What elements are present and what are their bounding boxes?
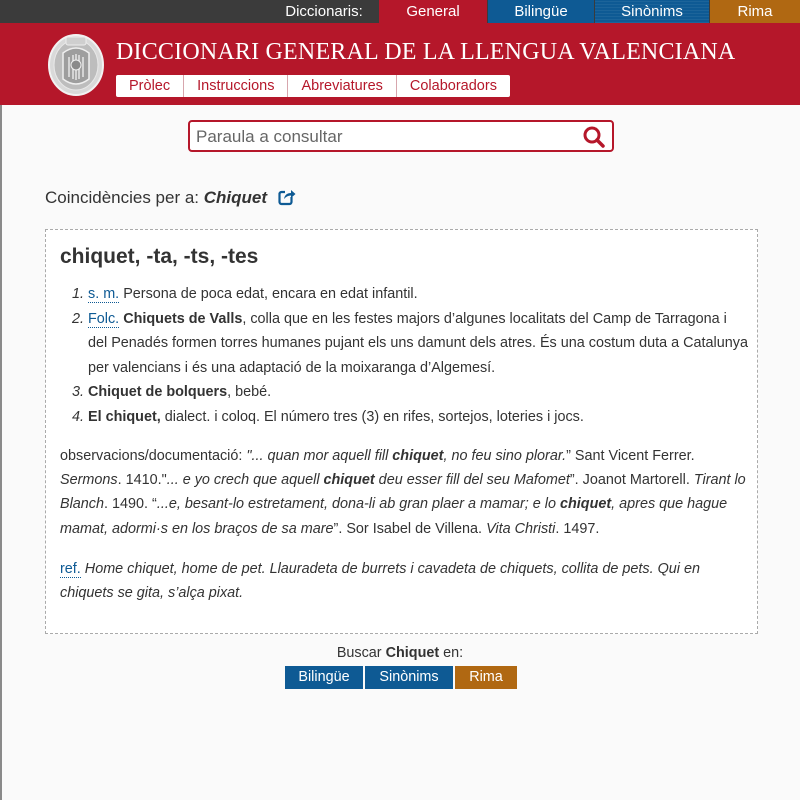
search-in-buttons [285,666,517,689]
abbreviation-link[interactable]: s. m. [88,286,120,302]
quote-text: , no feu sino plorar. [443,448,567,464]
work-title: Vita Christi [486,520,556,537]
quote-author: ”. Joanot Martorell. [569,472,694,489]
site-title[interactable]: DICCIONARI GENERAL DE LA LLENGUA VALENCIANA [116,39,736,65]
definition-item [60,405,750,430]
search-in-term: Chiquet [385,645,440,661]
definition-term: Chiquets de Valls [123,310,243,327]
dictionary-entry [45,229,758,634]
search-in-suffix: en: [443,645,464,661]
definition-number: 2. [71,310,84,327]
observations [60,444,750,541]
quote-year: . 1410." [117,472,167,489]
ref-text: Home chiquet, home de pet. Llauradeta de burrets i cavadeta de chiquets, collita de pets. Qui en chiquets se gita, s’alça pixat. [60,561,700,602]
definition-number: 4. [71,408,84,425]
nav-colaboradors[interactable]: Colaboradors [409,78,497,94]
search-icon[interactable] [582,125,606,149]
academy-emblem-icon[interactable] [47,31,105,97]
tab-sinonims[interactable]: Sinònims [595,0,709,23]
quote-year: . 1490. “ [104,496,157,513]
search-bilingue-button[interactable]: Bilingüe [285,666,363,689]
nav-abreviatures[interactable]: Abreviatures [288,75,396,97]
tab-rima[interactable]: Rima [710,0,800,23]
quote-1 [246,448,566,464]
search-rima-button[interactable]: Rima [455,666,517,689]
dictionary-label: Diccionaris: [285,3,363,20]
tab-general[interactable]: General [379,0,487,23]
quote-text: "... quan mor aquell fill [246,448,393,464]
search-input[interactable] [196,126,576,148]
quote-text: ...e, besant-lo estretament, dona-li ab gran plaer a mamar; e lo [156,496,560,513]
definition-number: 3. [71,384,84,400]
left-border [0,0,2,800]
results-term: Chiquet [203,188,268,207]
quote-2 [167,472,570,488]
quote-highlight: chiquet [392,448,444,464]
nav-prolec[interactable]: Pròlec [116,75,184,97]
dictionary-bar [0,0,800,23]
quote-highlight: chiquet [323,472,375,489]
definition-number: 1. [71,286,84,302]
results-prefix: Coincidències per a: [45,188,200,207]
definition-text: , bebé. [227,384,272,400]
references [60,557,750,605]
search-in-prefix: Buscar [336,645,382,661]
definition-text: dialect. i coloq. El número tres (3) en rifes, sortejos, loteries i jocs. [160,408,584,425]
observations-label: observacions/documentació: [60,448,243,464]
quote-highlight: chiquet [559,496,612,513]
definition-item [60,282,750,307]
quote-text: ... e yo crech que aquell [166,472,324,489]
definition-text: , colla que en les festes majors d’algunes localitats del Camp de Tarragona i del Penadés formen torres humanes pujant els uns damunt dels atres. És una costum duta a Catalunya per valencians i és una adaptació de la moixaranga d’Algemesí. [88,310,748,376]
search-sinonims-button[interactable]: Sinònims [365,666,453,689]
nav-instruccions[interactable]: Instruccions [184,75,288,97]
headword: chiquet, -ta, -ts, -tes [60,245,259,268]
definition-term: Chiquet de bolquers [88,384,228,400]
definition-item [60,307,750,381]
definition-text: Persona de poca edat, encara en edat infantil. [123,286,418,302]
tab-bilingue[interactable]: Bilingüe [488,0,594,23]
site-header [0,23,800,105]
header-nav [116,75,510,97]
work-title: Sermons [60,472,118,489]
results-heading [45,188,296,208]
work-title: Tirant lo Blanch [60,472,746,513]
quote-year: . 1497. [555,520,600,537]
quote-author: ”. Sor Isabel de Villena. [333,520,487,537]
definition-term: El chiquet, [88,408,161,425]
definitions-list [60,282,750,429]
search-in-label [0,645,800,661]
quote-text: , apres que hague mamat, adormi·s en los braços de sa mare [60,496,728,537]
share-icon[interactable] [278,188,296,206]
search-box [188,120,614,152]
definition-item [60,380,750,405]
abbreviation-link[interactable]: Folc. [88,310,120,327]
quote-text: deu esser fill del seu Mafomet [374,472,570,489]
quote-author: ” Sant Vicent Ferrer. [566,448,695,464]
ref-abbreviation-link[interactable]: ref. [60,561,81,577]
